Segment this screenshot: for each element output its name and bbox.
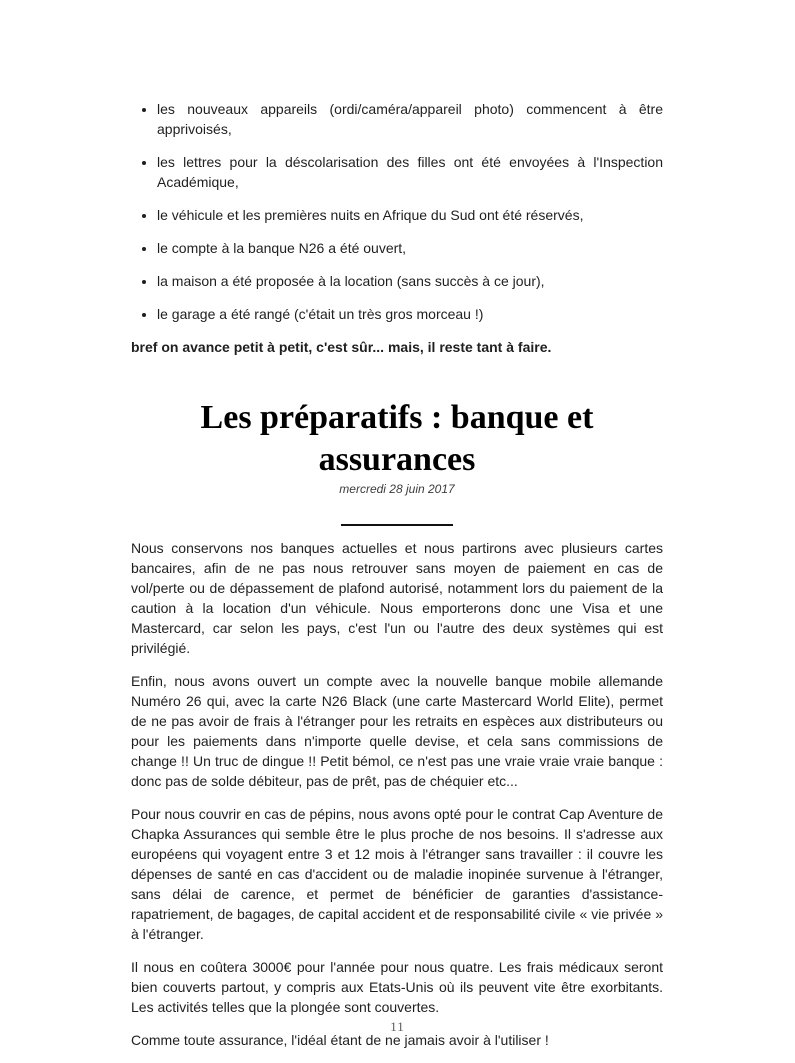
paragraph: Il nous en coûtera 3000€ pour l'année pour nous quatre. Les frais médicaux seront bien couverts partout, y compris aux Etats-Unis où ils peuvent vite être exorbitants. Les activités telles que la plongée sont couvertes. bbox=[131, 959, 663, 1015]
separator-line bbox=[341, 524, 453, 526]
paragraph: Pour nous couvrir en cas de pépins, nous avons opté pour le contrat Cap Aventure de Chapka Assurances qui semble être le plus proche de nos besoins. Il s'adresse aux européens qui voyagent entre 3 et 12 mois à l'étranger sans travailler : il couvre les dépenses de santé en cas d'accident ou de maladie inopinée survenue à l'étranger, sans délai de carence, et permet de bénéficier de garanties d'assistance-rapatriement, de bagages, de capital accident et de responsabilité civile « vie privée » à l'étranger. bbox=[131, 806, 663, 942]
bullet-list bbox=[131, 99, 663, 324]
paragraph: Comme toute assurance, l'idéal étant de ne jamais avoir à l'utiliser ! bbox=[131, 1032, 549, 1048]
paragraph: Nous conservons nos banques actuelles et nous partirons avec plusieurs cartes bancaires, afin de ne pas nous retrouver sans moyen de paiement en cas de vol/perte ou de dépassement de plafond autorisé, notamment lors du paiement de la caution à la location d'un véhicule. Nous emporterons donc une Visa et une Mastercard, car selon les pays, c'est l'un ou l'autre des deux systèmes qui est privilégié. bbox=[131, 540, 663, 656]
list-item: • les lettres pour la déscolarisation des filles ont été envoyées à l'Inspection Académique, bbox=[157, 152, 663, 192]
paragraph: Enfin, nous avons ouvert un compte avec la nouvelle banque mobile allemande Numéro 26 qui, avec la carte N26 Black (une carte Mastercard World Elite), permet de ne pas avoir de frais à l'étranger pour les retraits en espèces aux distributeurs ou pour les paiements dans n'importe quelle devise, et cela sans commissions de change !! Un truc de dingue !! Petit bémol, ce n'est pas une vraie vraie vraie banque : donc pas de solde débiteur, pas de prêt, pas de chéquier etc... bbox=[131, 673, 663, 789]
list-item: • le garage a été rangé (c'était un très gros morceau !) bbox=[157, 304, 663, 324]
list-item: • le véhicule et les premières nuits en Afrique du Sud ont été réservés, bbox=[157, 205, 663, 225]
page-number: 11 bbox=[390, 1019, 405, 1034]
summary-bold-text: bref on avance petit à petit, c'est sûr... mais, il reste tant à faire. bbox=[131, 339, 552, 355]
list-item: • les nouveaux appareils (ordi/caméra/appareil photo) commencent à être apprivoisés, bbox=[157, 99, 663, 139]
list-item: • le compte à la banque N26 a été ouvert, bbox=[157, 238, 663, 258]
list-item: • la maison a été proposée à la location (sans succès à ce jour), bbox=[157, 271, 663, 291]
article-date: mercredi 28 juin 2017 bbox=[339, 482, 455, 496]
article-title: Les préparatifs : banque et assurances bbox=[200, 399, 594, 478]
